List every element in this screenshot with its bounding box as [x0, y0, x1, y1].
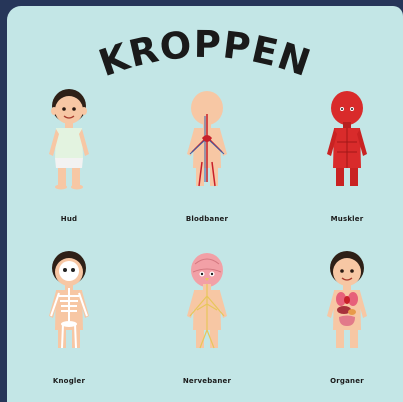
- label-organs: Organer: [330, 377, 364, 385]
- nerves-figure-icon: [157, 244, 257, 354]
- figure-bones: [19, 244, 119, 354]
- blood-vessels-figure-icon: [157, 82, 257, 192]
- figure-skin: [19, 82, 119, 192]
- poster-card: [7, 6, 403, 402]
- label-skin: Hud: [60, 215, 78, 223]
- poster-title: [7, 6, 403, 86]
- organs-figure-icon: [297, 244, 397, 354]
- figure-muscles: [297, 82, 397, 192]
- label-nerves: Nervebaner: [182, 377, 232, 385]
- bones-figure-icon: [19, 244, 119, 354]
- label-bones: Knogler: [52, 377, 86, 385]
- figure-blood-vessels: [157, 82, 257, 192]
- muscles-figure-icon: [297, 82, 397, 192]
- figure-organs: [297, 244, 397, 354]
- skin-figure-icon: [19, 82, 119, 192]
- figure-nerves: [157, 244, 257, 354]
- title-text: KROPPEN: [93, 22, 317, 86]
- label-muscles: Muskler: [330, 215, 364, 223]
- label-blood-vessels: Blodbaner: [185, 215, 229, 223]
